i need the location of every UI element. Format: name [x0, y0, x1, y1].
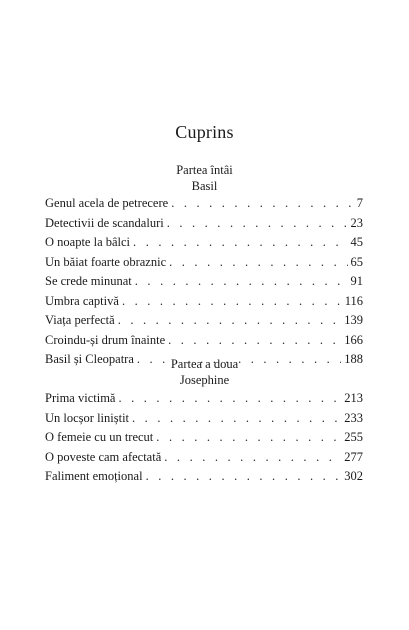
- toc-entry-page-number: 302: [344, 469, 363, 483]
- toc-entry-title: Umbra captivă: [45, 293, 119, 308]
- toc-entry-title: Se crede minunat: [45, 274, 132, 288]
- toc-entry-page-number: 7: [356, 196, 363, 210]
- toc-entry-title: Viața perfectă: [45, 313, 115, 327]
- toc-entry: [45, 216, 363, 236]
- toc-entry-title: Detectivii de scandaluri: [45, 215, 164, 230]
- toc-entry: [45, 313, 363, 333]
- part-one-heading: [0, 162, 409, 194]
- toc-entry: [45, 235, 363, 255]
- toc-entry-page-number: 116: [344, 293, 363, 308]
- toc-entry-title: Croindu-și drum înainte: [45, 332, 166, 347]
- toc-entry-title: Un băiat foarte obraznic: [45, 254, 167, 269]
- toc-entry-page-number: 166: [344, 332, 363, 347]
- part-one-name: Basil: [191, 179, 218, 193]
- toc-dot-leader: [164, 450, 341, 465]
- toc-dot-leader: [118, 391, 341, 406]
- toc-entry: [45, 196, 363, 216]
- toc-dot-leader: [133, 235, 347, 250]
- toc-dot-leader: [146, 469, 342, 484]
- toc-entry: [45, 411, 363, 431]
- toc-dot-leader: [167, 216, 348, 231]
- part-two-label: Partea a doua: [170, 357, 239, 371]
- toc-entry-title: Faliment emoțional: [45, 469, 143, 483]
- toc-entry: [45, 450, 363, 470]
- toc-entry-title: O noapte la bâlci: [45, 235, 131, 249]
- toc-entry-title: Prima victimă: [45, 391, 116, 405]
- toc-entry-page-number: 139: [344, 313, 363, 327]
- toc-entry-title: Un locșor liniștit: [45, 410, 130, 425]
- toc-dot-leader: [171, 196, 354, 211]
- toc-entry-page-number: 213: [344, 391, 363, 405]
- page-title: Cuprins: [175, 122, 234, 142]
- toc-dot-leader: [135, 274, 348, 289]
- toc-entry-page-number: 188: [344, 352, 363, 366]
- toc-entry: [45, 255, 363, 275]
- toc-entry-page-number: 45: [350, 235, 363, 249]
- part-two-heading: [0, 356, 409, 388]
- toc-entry: [45, 391, 363, 411]
- toc-dot-leader: [122, 294, 342, 309]
- toc-entry-title: O femeie cu un trecut: [45, 430, 154, 444]
- toc-entry-title: O poveste cam afectată: [45, 449, 162, 464]
- toc-dot-leader: [118, 313, 342, 328]
- toc-dot-leader: [132, 411, 341, 426]
- toc-entry-page-number: 255: [344, 430, 363, 444]
- part-one-label: Partea întâi: [176, 163, 233, 177]
- toc-entry-title: Genul acela de petrecere: [45, 196, 169, 210]
- toc-dot-leader: [168, 333, 341, 348]
- part-two-name: Josephine: [179, 373, 230, 387]
- toc-entry: [45, 430, 363, 450]
- toc-entry: [45, 294, 363, 314]
- toc-list-part-one: [45, 196, 363, 372]
- toc-dot-leader: [169, 255, 347, 270]
- toc-list-part-two: [45, 391, 363, 489]
- toc-entry-page-number: 277: [344, 449, 363, 464]
- toc-entry-page-number: 65: [350, 254, 363, 269]
- toc-entry-page-number: 91: [350, 274, 363, 288]
- toc-entry-title: Basil și Cleopatra: [45, 352, 134, 366]
- toc-entry: [45, 274, 363, 294]
- toc-entry: [45, 469, 363, 489]
- toc-entry-page-number: 23: [350, 215, 363, 230]
- toc-entry-page-number: 233: [344, 410, 363, 425]
- toc-entry: [45, 333, 363, 353]
- toc-dot-leader: [156, 430, 341, 445]
